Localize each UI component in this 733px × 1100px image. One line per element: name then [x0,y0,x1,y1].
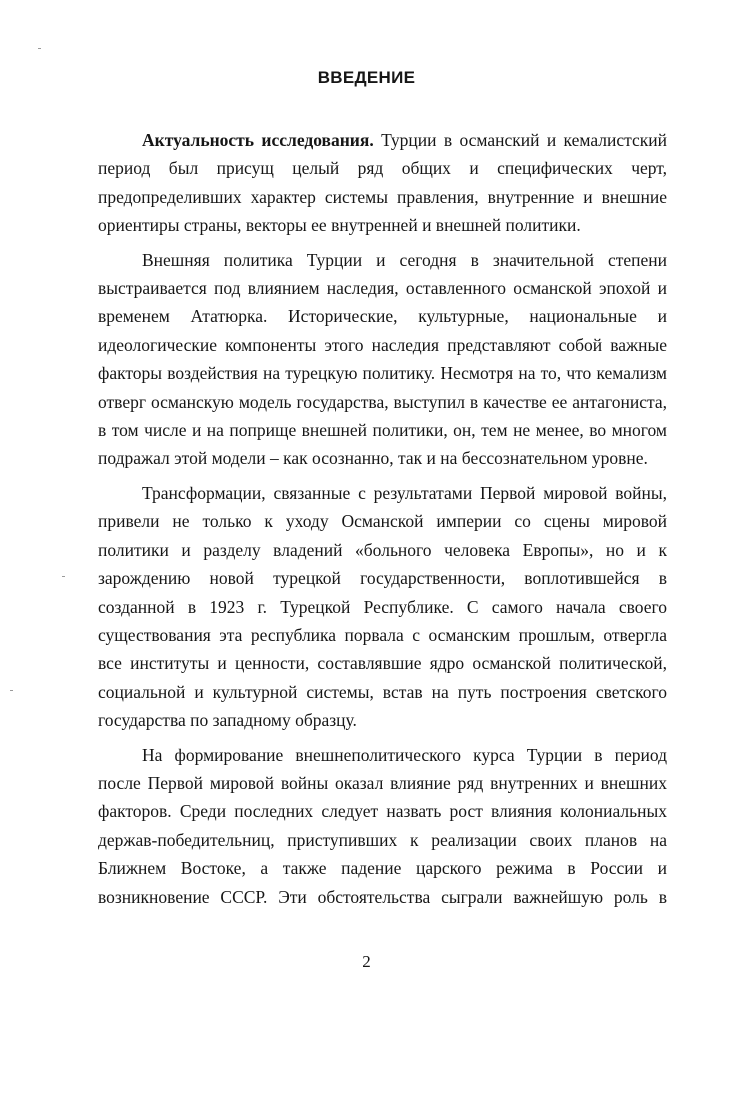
text-line: возникновение СССР. Эти обстоятельства сыграли важнейшую роль в [98,886,667,907]
text-line: созданной в 1923 г. Турецкой Республике. С самого начала своего [98,596,667,617]
paragraph-relevance [98,126,667,240]
text-line: Трансформации, связанные с результатами Первой мировой войны, [142,482,667,503]
text-line: политики и разделу владений «больного человека Европы», но и к [98,539,667,560]
text-line: подражал этой модели – как осознанно, так и на бессознательном уровне. [98,448,648,469]
text-line: существования эта республика порвала с османским прошлым, отвергла [98,624,667,645]
text-line: На формирование внешнеполитического курса Турции в период [142,744,667,765]
scan-speck [10,690,13,691]
body-text [98,126,667,917]
text-line: предопределивших характер системы правления, внутренние и внешние [98,186,667,207]
text-line: социальной и культурной системы, встав на путь построения светского [98,681,667,702]
text-line: период был присущ целый ряд общих и специфических черт, [98,158,667,179]
text-line: факторов. Среди последних следует назвать рост влияния колониальных [98,801,667,822]
scan-speck [38,48,41,49]
scan-speck [62,576,65,577]
text-line: все институты и ценности, составлявшие ядро османской политической, [98,653,667,674]
text-line: ориентиры страны, векторы ее внутренней и внешней политики. [98,215,581,236]
text-line: зарождению новой турецкой государственности, воплотившейся в [98,568,667,589]
paragraph-foreign-policy [98,246,667,473]
text-line: держав-победительниц, приступивших к реализации своих планов на [98,829,667,850]
text-line: выстраивается под влиянием наследия, оставленного османской эпохой и [98,278,667,299]
text-line: факторы воздействия на турецкую политику. Несмотря на то, что кемализм [98,363,667,384]
paragraph-lead: Актуальность исследования. [142,130,374,150]
text-line: после Первой мировой войны оказал влияние ряд внутренних и внешних [98,772,667,793]
page-heading: ВВЕДЕНИЕ [317,68,416,87]
text-line: отверг османскую модель государства, выступил в качестве ее антагониста, [98,391,667,412]
text-line: Актуальность исследования. Турции в османский и кемалистский [142,130,667,150]
text-line: привели не только к уходу Османской империи со сцены мировой [98,511,667,532]
text-line: Внешняя политика Турции и сегодня в значительной степени [142,249,667,270]
text-line: государства по западному образцу. [98,710,357,731]
paragraph-course-formation [98,741,667,911]
text-line: в том числе и на поприще внешней политики, он, тем не менее, во многом [98,420,667,441]
text-line: Ближнем Востоке, а также падение царского режима в России и [98,858,667,879]
paragraph-transformations [98,479,667,735]
text-line: временем Ататюрка. Исторические, культурные, национальные и [98,306,667,327]
text-line: идеологические компоненты этого наследия представляют собой важные [98,334,667,355]
page-number: 2 [362,952,371,971]
